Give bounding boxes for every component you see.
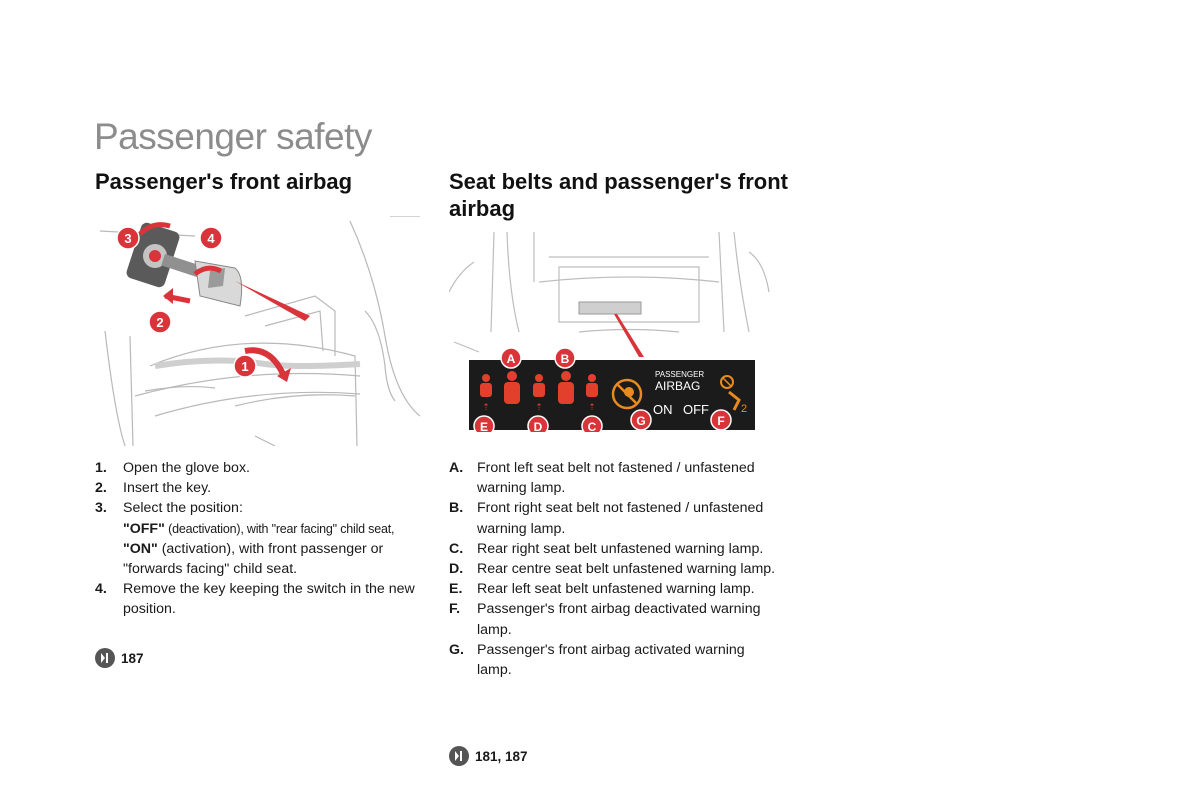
right-page-reference[interactable] <box>449 746 528 766</box>
dashboard-warning-panel-illustration <box>449 232 775 432</box>
step-item <box>95 498 425 579</box>
step-text: Insert the key. <box>123 480 212 497</box>
legend-text: Passenger's front airbag deactivated warning lamp. <box>477 601 761 638</box>
marker-f <box>711 410 731 430</box>
legend-text: Rear left seat belt unfastened warning lamp. <box>477 581 755 598</box>
off-option-label: "OFF" <box>123 520 165 537</box>
legend-text: Front right seat belt not fastened / unfastened warning lamp. <box>477 500 764 537</box>
marker-c <box>582 416 602 432</box>
legend-item <box>449 599 779 639</box>
on-option-label: "ON" <box>123 540 158 557</box>
svg-text:⇡: ⇡ <box>535 402 543 412</box>
svg-text:4: 4 <box>207 231 215 246</box>
legend-text: Passenger's front airbag activated warning lamp. <box>477 641 745 679</box>
legend-item <box>449 640 779 680</box>
airbag-steps-list <box>95 458 425 620</box>
on-option-text: (activation), with front passenger or "forwards facing" child seat. <box>123 540 384 578</box>
warning-lamp-legend <box>449 458 779 680</box>
step-number: 2. <box>95 480 107 497</box>
legend-letter: E. <box>449 581 463 598</box>
marker-d <box>528 416 548 432</box>
svg-text:E: E <box>479 420 489 432</box>
svg-text:2: 2 <box>741 403 748 415</box>
marker-1 <box>234 355 256 377</box>
step-number: 3. <box>95 500 107 517</box>
marker-4 <box>200 227 222 249</box>
legend-letter: G. <box>449 641 464 658</box>
legend-text: Front left seat belt not fastened / unfastened warning lamp. <box>477 460 755 497</box>
step-text: Select the position: <box>123 500 243 517</box>
marker-2 <box>149 311 171 333</box>
legend-item <box>449 458 779 498</box>
marker-a <box>501 348 521 368</box>
panel-on-label: ON <box>653 402 673 417</box>
left-section-title: Passenger's front airbag <box>95 169 353 194</box>
legend-text: Rear right seat belt unfastened warning lamp. <box>477 540 764 557</box>
glove-box-illustration <box>95 216 420 446</box>
marker-e <box>474 416 494 432</box>
off-option-text: (deactivation), with "rear facing" child seat, <box>164 521 395 536</box>
step-item <box>95 478 425 498</box>
legend-letter: F. <box>449 601 461 618</box>
marker-3 <box>117 227 139 249</box>
svg-text:B: B <box>560 352 570 366</box>
page-title: Passenger safety <box>94 116 372 157</box>
right-section-title: Seat belts and passenger's front airbag <box>449 169 788 221</box>
svg-text:3: 3 <box>124 231 132 246</box>
glove-box-drawing <box>95 216 420 446</box>
panel-off-label: OFF <box>683 402 709 417</box>
page-reference-text: 181, 187 <box>475 748 528 764</box>
legend-item <box>449 579 779 599</box>
svg-text:1: 1 <box>241 359 249 374</box>
legend-item <box>449 498 779 538</box>
marker-b <box>555 348 575 368</box>
svg-text:D: D <box>533 420 543 432</box>
legend-text: Rear centre seat belt unfastened warning lamp. <box>477 561 776 578</box>
page-reference-text: 187 <box>121 650 144 666</box>
svg-text:F: F <box>717 414 725 428</box>
svg-text:A: A <box>506 352 516 366</box>
svg-text:G: G <box>636 414 646 428</box>
svg-text:C: C <box>587 420 597 432</box>
step-item <box>95 458 425 478</box>
svg-text:⇡: ⇡ <box>588 402 596 412</box>
panel-passenger-label: PASSENGER <box>655 370 705 379</box>
legend-item <box>449 559 779 579</box>
svg-text:2: 2 <box>156 315 164 330</box>
step-item <box>95 579 425 619</box>
legend-letter: C. <box>449 540 464 557</box>
page-reference-icon <box>449 746 469 766</box>
legend-letter: B. <box>449 500 464 517</box>
panel-airbag-label: AIRBAG <box>655 379 701 393</box>
dashboard-drawing <box>449 232 775 432</box>
step-text: Open the glove box. <box>123 460 250 476</box>
svg-text:⇡: ⇡ <box>482 402 490 412</box>
step-text: Remove the key keeping the switch in the new position. <box>123 581 415 618</box>
legend-letter: A. <box>449 460 464 476</box>
page-reference-icon <box>95 648 115 668</box>
left-page-reference[interactable] <box>95 648 144 668</box>
marker-g <box>631 410 651 430</box>
step-number: 1. <box>95 460 107 476</box>
legend-item <box>449 539 779 559</box>
step-number: 4. <box>95 581 107 598</box>
legend-letter: D. <box>449 561 464 578</box>
